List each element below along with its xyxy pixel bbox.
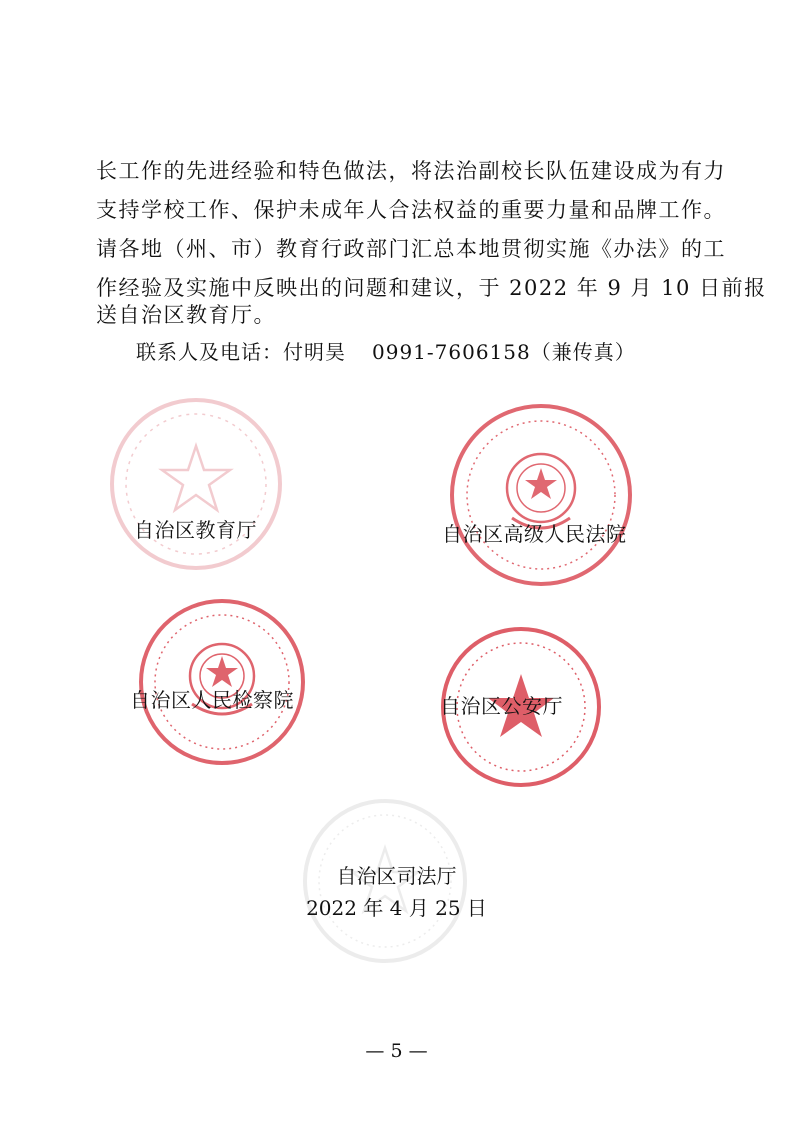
education-seal [106, 394, 286, 574]
signatory-public-security: 自治区公安厅 [440, 694, 563, 718]
signatory-education: 自治区教育厅 [134, 518, 257, 542]
signatory-procuratorate: 自治区人民检察院 [130, 688, 294, 712]
body-line-4: 作经验及实施中反映出的问题和建议，于 2022 年 9 月 10 日前报 [96, 276, 767, 300]
document-date: 2022 年 4 月 25 日 [306, 896, 487, 920]
court-seal [446, 402, 636, 588]
signatory-justice: 自治区司法厅 [336, 864, 457, 888]
procuratorate-seal [136, 596, 308, 768]
body-line-2: 支持学校工作、保护未成年人合法权益的重要力量和品牌工作。 [96, 198, 726, 222]
signatory-court: 自治区高级人民法院 [442, 522, 627, 546]
body-line-1: 长工作的先进经验和特色做法，将法治副校长队伍建设成为有力 [96, 159, 726, 183]
body-line-5: 送自治区教育厅。 [96, 303, 276, 327]
contact-phone: 0991-7606158（兼传真） [372, 340, 636, 364]
body-line-3: 请各地（州、市）教育行政部门汇总本地贯彻实施《办法》的工 [96, 237, 726, 261]
page-number: — 5 — [365, 1040, 428, 1062]
contact-label: 联系人及电话：付明昊 [136, 340, 346, 364]
